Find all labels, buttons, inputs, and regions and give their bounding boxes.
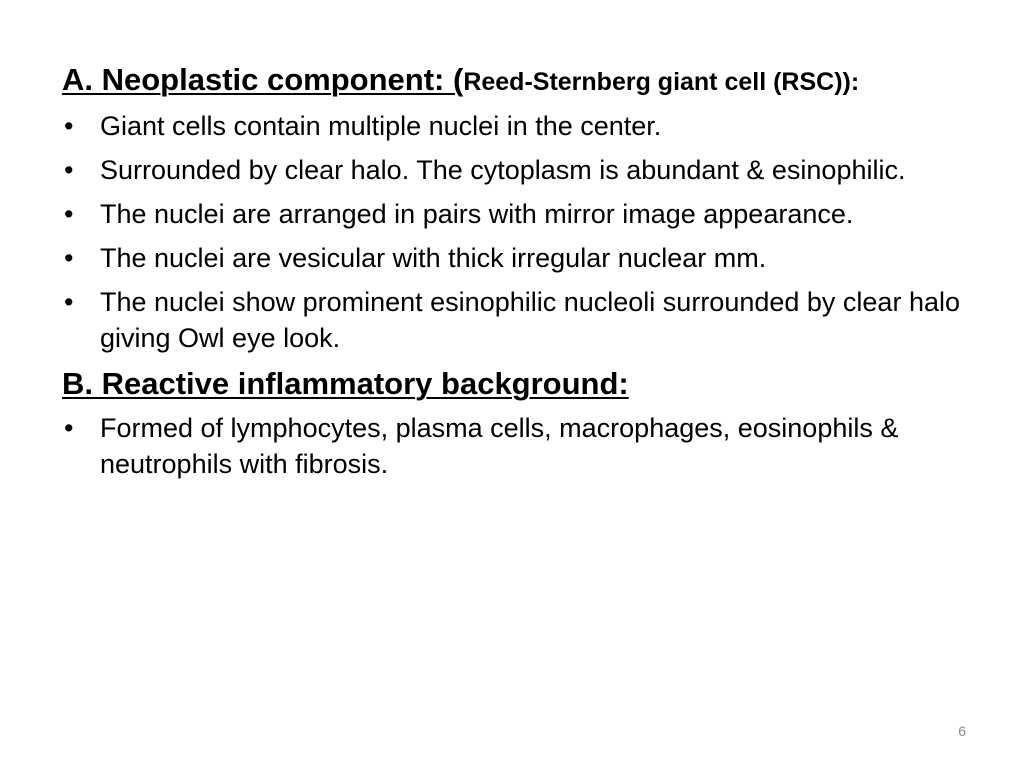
list-item xyxy=(62,108,992,144)
bullet-text: Formed of lymphocytes, plasma cells, macrophages, eosinophils & neutrophils with fibrosis. xyxy=(100,413,899,479)
bullet-dot: • xyxy=(64,413,74,443)
bullet-text: Giant cells contain multiple nuclei in the center. xyxy=(100,111,662,141)
section-a-heading xyxy=(62,62,982,100)
bullet-dot: • xyxy=(64,111,74,141)
bullet-dot: • xyxy=(64,199,74,229)
list-item xyxy=(62,152,992,188)
bullet-text: The nuclei are arranged in pairs with mirror image appearance. xyxy=(100,199,854,229)
section-a-title-main: A. Neoplastic component: ( xyxy=(62,62,464,97)
bullet-text: The nuclei show prominent esinophilic nucleoli surrounded by clear halo giving Owl eye look. xyxy=(100,287,960,353)
list-item xyxy=(62,240,992,276)
page-number: 6 xyxy=(958,723,966,739)
section-a-title-sub: Reed-Sternberg giant cell (RSC)): xyxy=(463,68,860,96)
section-b-bullet-list xyxy=(62,410,992,482)
slide-content xyxy=(62,62,992,482)
bullet-dot: • xyxy=(64,287,74,317)
list-item xyxy=(62,196,992,232)
section-a-bullet-list xyxy=(62,108,992,356)
bullet-text: The nuclei are vesicular with thick irregular nuclear mm. xyxy=(100,243,767,273)
bullet-text: Surrounded by clear halo. The cytoplasm is abundant & esinophilic. xyxy=(100,155,906,185)
section-b-title: B. Reactive inflammatory background: xyxy=(62,366,629,401)
list-item xyxy=(62,284,992,356)
list-item xyxy=(62,410,992,482)
bullet-dot: • xyxy=(64,155,74,185)
bullet-dot: • xyxy=(64,243,74,273)
section-b-heading xyxy=(62,366,992,402)
